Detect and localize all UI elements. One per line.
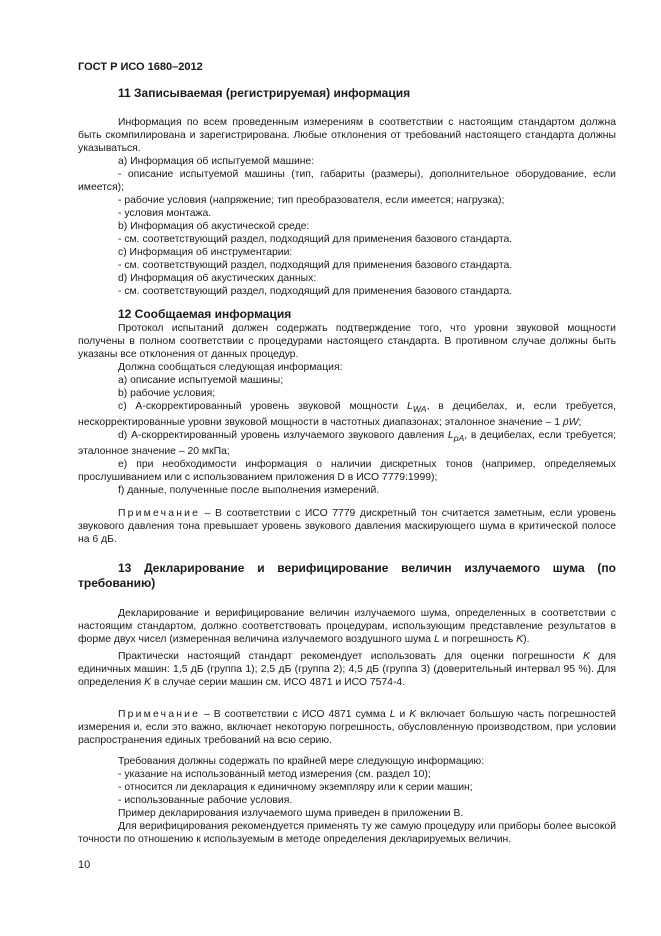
list-item: - условия монтажа.: [118, 208, 212, 219]
note-label: Примечание: [118, 709, 201, 721]
list-item: - см. соответствующий раздел, подходящий для применения базового стандарта.: [118, 234, 513, 245]
section-11-heading: 11 Записываемая (регистрируемая) информация: [118, 86, 411, 100]
list-item: e) при необходимости информация о наличии дискретных тонов (например, определяемых прослушиванием или с использованием приложения D в ИСО 7779:1999);: [78, 459, 616, 484]
list-item: a) Информация об испытуемой машине:: [118, 156, 315, 167]
list-item: - использованные рабочие условия.: [118, 795, 293, 807]
section-13-req-lead: Требования должны содержать по крайней мере следующую информацию:: [118, 756, 485, 768]
section-12-heading: 12 Сообщаемая информация: [118, 307, 292, 321]
list-item: a) описание испытуемой машины;: [118, 375, 284, 386]
list-item: - относится ли декларация к единичному экземпляру или к серии машин;: [118, 782, 473, 794]
list-item: - описание испытуемой машины (тип, габариты (размеры), дополнительное оборудование, если имеется);: [78, 169, 616, 193]
section-13-note: Примечание – В соответствии с ИСО 4871 сумма L и K включает большую часть погрешностей измерения и, если это важно, включает некоторую погрешность, обусловленную производством, при условии распространения единых требований на всю серию.: [78, 709, 616, 747]
list-item: c) Информация об инструментарии:: [118, 247, 293, 258]
page-content: [78, 86, 616, 846]
section-13-verify: Для верифицирования рекомендуется применять ту же самую процедуру или приборы более высокой точности по отношению к используемым в методе определения декларируемых величин.: [78, 821, 616, 846]
section-12-intro: Протокол испытаний должен содержать подтверждение того, что уровни звуковой мощности получены в полном соответствии с процедурами настоящего стандарта. В противном случае должны быть указаны все отклонения от данных процедур.: [78, 323, 616, 360]
note-label: Примечание: [118, 508, 201, 520]
list-item: - указание на использованный метод измерения (см. раздел 10);: [118, 769, 431, 781]
page-number: 10: [78, 859, 91, 871]
section-13-heading: 13 Декларирование и верифицирование величин излучаемого шума (по требованию): [78, 561, 616, 591]
list-item: d) А-скорректированный уровень излучаемого звукового давления $L_{pA}$, в децибелах, если требуется; эталонное значение – 20 мкПа;: [78, 430, 616, 458]
list-item: d) Информация об акустических данных:: [118, 273, 317, 284]
section-11-intro: Информация по всем проведенным измерениям в соответствии с настоящим стандартом должна быть скомпилирована и зарегистрирована. Любые отклонения от требований настоящего стандарта должны указываться.: [78, 117, 616, 154]
section-13-paragraph: Декларирование и верифицирование величин излучаемого шума, определенных в соответствии с настоящим стандартом, должно соответствовать процедурам, использующим представление результатов в форме двух чисел (измеренная величина излучаемого воздушного шума L и погрешность K).: [78, 608, 616, 646]
list-item: c) А-скорректированный уровень звуковой мощности $L_{WA}$, в децибелах, и, если требуется, нескорректированные уровни звуковой мощности в частотных диапазонах; эталонное значение – 1 pW;: [78, 401, 616, 429]
section-13-example: Пример декларирования излучаемого шума приведен в приложении В.: [118, 808, 464, 820]
document-code: ГОСТ Р ИСО 1680–2012: [78, 61, 203, 73]
list-item: b) рабочие условия;: [118, 388, 216, 399]
list-item: b) Информация об акустической среде:: [118, 221, 310, 232]
section-12-note: Примечание – В соответствии с ИСО 7779 дискретный тон считается заметным, если уровень звукового давления тона превышает уровень звукового давления маскирующего шума в критической полосе на 6 дБ.: [78, 508, 616, 546]
list-item: f) данные, полученные после выполнения измерений.: [118, 485, 380, 497]
list-item: - см. соответствующий раздел, подходящий для применения базового стандарта.: [118, 286, 513, 297]
list-item: - см. соответствующий раздел, подходящий для применения базового стандарта.: [118, 260, 513, 271]
section-13-paragraph: Практически настоящий стандарт рекомендует использовать для оценки погрешности K для единичных машин: 1,5 дБ (группа 1); 2,5 дБ (группа 2); 4,5 дБ (группа 3) (доверительный интервал 95 %). Для определения K в случае серии машин см. ИСО 4871 и ИСО 7574-4.: [78, 651, 617, 689]
section-12-lead: Должна сообщаться следующая информация:: [118, 362, 343, 373]
list-item: - рабочие условия (напряжение; тип преобразователя, если имеется; нагрузка);: [118, 195, 505, 206]
